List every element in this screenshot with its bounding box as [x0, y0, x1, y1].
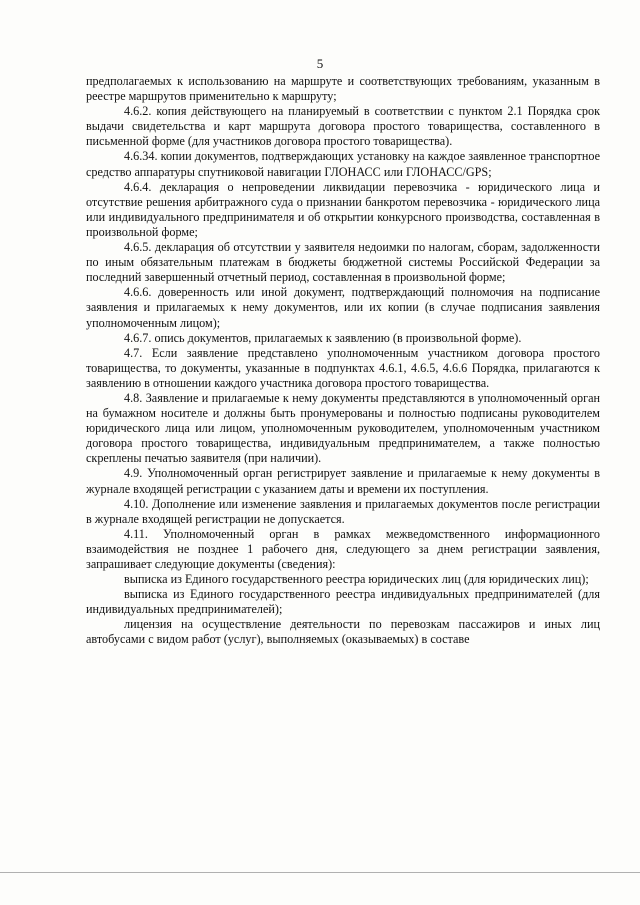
document-body: [86, 74, 600, 648]
page-number: 5: [316, 56, 324, 71]
paragraph: 4.6.7. опись документов, прилагаемых к заявлению (в произвольной форме).: [124, 330, 522, 345]
scan-edge-divider: [0, 872, 640, 873]
paragraph: 4.8. Заявление и прилагаемые к нему документы представляются в уполномоченный орган на бумажном носителе и должны быть пронумерованы и полностью подписаны руководителем юридического лица или лицом, уполномоченным руководителем, уполномоченным участником договора простого товарищества, индивидуальным предпринимателем, а также полностью скреплены печатью заявителя (при наличии).: [86, 390, 600, 466]
paragraph: 4.6.2. копия действующего на планируемый в соответствии с пунктом 2.1 Порядка срок выдачи свидетельства и карт маршрута договора простого товарищества, составленного в письменной форме (для участников договора простого товарищества).: [86, 104, 600, 149]
paragraph: 4.10. Дополнение или изменение заявления и прилагаемых документов после регистрации в журнале входящей регистрации не допускается.: [86, 496, 600, 526]
paragraph: 4.6.34. копии документов, подтверждающих установку на каждое заявленное транспортное средство аппаратуры спутниковой навигации ГЛОНАСС или ГЛОНАСС/GPS;: [86, 149, 600, 179]
paragraph: выписка из Единого государственного реестра юридических лиц (для юридических лиц);: [124, 572, 589, 587]
paragraph: предполагаемых к использованию на маршруте и соответствующих требованиям, указанным в реестре маршрутов применительно к маршруту;: [86, 74, 600, 104]
paragraph: 4.6.4. декларация о непроведении ликвидации перевозчика - юридического лица и отсутствие решения арбитражного суда о признании банкротом перевозчика - юридического лица или индивидуального предпринимателя и об открытии конкурсного производства, составленная в произвольной форме;: [86, 179, 600, 239]
paragraph: 4.6.6. доверенность или иной документ, подтверждающий полномочия на подписание заявления и прилагаемых к нему документов, или их копии (в случае подписания заявления уполномоченным лицом);: [86, 285, 600, 330]
paragraph: 4.11. Уполномоченный орган в рамках межведомственного информационного взаимодействия не позднее 1 рабочего дня, следующего за днем регистрации заявления, запрашивает следующие документы (сведения):: [86, 526, 600, 571]
paragraph: 4.6.5. декларация об отсутствии у заявителя недоимки по налогам, сборам, задолженности по иным обязательным платежам в бюджеты бюджетной системы Российской Федерации за последний завершенный отчетный период, составленная в произвольной форме;: [86, 240, 600, 285]
paragraph: выписка из Единого государственного реестра индивидуальных предпринимателей (для индивидуальных предпринимателей);: [86, 587, 600, 617]
paragraph: 4.7. Если заявление представлено уполномоченным участником договора простого товарищества, то документы, указанные в подпунктах 4.6.1, 4.6.5, 4.6.6 Порядка, прилагаются к заявлению в отношении каждого участника договора простого товарищества.: [86, 345, 600, 390]
paragraph: 4.9. Уполномоченный орган регистрирует заявление и прилагаемые к нему документы в журнале входящей регистрации с указанием даты и времени их поступления.: [86, 466, 600, 496]
paragraph: лицензия на осуществление деятельности по перевозкам пассажиров и иных лиц автобусами с видом работ (услуг), выполняемых (оказываемых) в составе: [86, 617, 600, 647]
